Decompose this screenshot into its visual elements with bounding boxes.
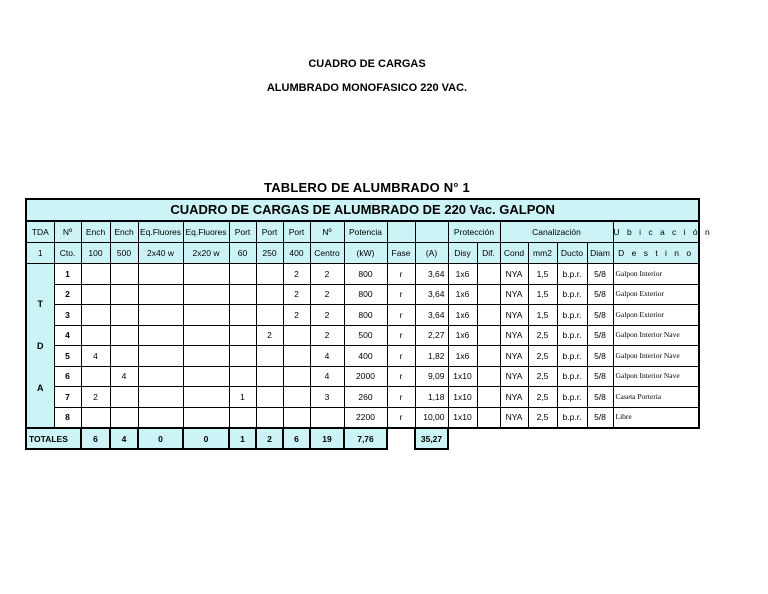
cell-p250	[256, 387, 283, 408]
header-port-400: 400	[283, 243, 310, 264]
cell-amp: 1,82	[415, 346, 448, 367]
cell-mm2: 2,5	[528, 325, 557, 346]
cell-fase: r	[387, 284, 415, 305]
header-ducto: Ducto	[557, 243, 587, 264]
cell-p60	[229, 264, 256, 285]
cell-disy: 1x10	[448, 387, 477, 408]
header-a-blank	[415, 221, 448, 243]
total-centro: 19	[310, 428, 344, 449]
total-p400: 6	[283, 428, 310, 449]
header-port-250: 250	[256, 243, 283, 264]
cell-dif	[477, 407, 500, 428]
cell-pot: 2200	[344, 407, 387, 428]
total-p250: 2	[256, 428, 283, 449]
cell-dif	[477, 387, 500, 408]
cell-e100	[81, 264, 110, 285]
cell-pot: 260	[344, 387, 387, 408]
cell-e500: 4	[110, 366, 138, 387]
document-title: CUADRO DE CARGAS	[308, 58, 426, 70]
cell-ducto: b.p.r.	[557, 325, 587, 346]
header-enc-500: 500	[110, 243, 138, 264]
cell-p400: 2	[283, 264, 310, 285]
cell-disy: 1x6	[448, 325, 477, 346]
cell-p400: 2	[283, 305, 310, 326]
cell-pot: 500	[344, 325, 387, 346]
cell-f20	[183, 284, 229, 305]
cell-p400	[283, 325, 310, 346]
header-row-2	[26, 243, 717, 264]
cell-e500	[110, 407, 138, 428]
cell-f20	[183, 264, 229, 285]
cell-fase: r	[387, 387, 415, 408]
cell-destino: Galpon Interior Nave	[613, 325, 699, 346]
cell-f40	[138, 325, 183, 346]
cell-ducto: b.p.r.	[557, 407, 587, 428]
cell-e100	[81, 325, 110, 346]
header-cto: Cto.	[54, 243, 81, 264]
cell-fase: r	[387, 407, 415, 428]
cell-fase: r	[387, 325, 415, 346]
cell-p60	[229, 366, 256, 387]
cell-pot: 2000	[344, 366, 387, 387]
cell-f40	[138, 264, 183, 285]
header-eq-2: Eq.Fluores	[183, 221, 229, 243]
cell-centro: 3	[310, 387, 344, 408]
cell-cond: NYA	[500, 325, 528, 346]
header-port-60: 60	[229, 243, 256, 264]
cell-e100: 4	[81, 346, 110, 367]
total-e500: 4	[110, 428, 138, 449]
cell-e500	[110, 346, 138, 367]
cell-dif	[477, 305, 500, 326]
header-port-2: Port	[256, 221, 283, 243]
cell-disy: 1x6	[448, 264, 477, 285]
cell-cto: 8	[54, 407, 81, 428]
cell-e500	[110, 305, 138, 326]
cell-destino: Libre	[613, 407, 699, 428]
cell-e100	[81, 407, 110, 428]
header-mm2: mm2	[528, 243, 557, 264]
cell-e100: 2	[81, 387, 110, 408]
document-subtitle: ALUMBRADO MONOFASICO 220 VAC.	[266, 82, 468, 94]
cell-f40	[138, 305, 183, 326]
cell-f40	[138, 284, 183, 305]
cell-cto: 2	[54, 284, 81, 305]
cell-diam: 5/8	[587, 387, 613, 408]
cell-disy: 1x6	[448, 346, 477, 367]
cell-cond: NYA	[500, 284, 528, 305]
cell-destino: Caseta Porteria	[613, 387, 699, 408]
header-port-3: Port	[283, 221, 310, 243]
cell-f20	[183, 387, 229, 408]
header-tda: TDA	[26, 221, 54, 243]
cell-mm2: 2,5	[528, 346, 557, 367]
header-fase: Fase	[387, 243, 415, 264]
cell-cto: 3	[54, 305, 81, 326]
cell-mm2: 1,5	[528, 264, 557, 285]
cell-p250	[256, 366, 283, 387]
cell-e500	[110, 264, 138, 285]
cell-centro: 2	[310, 264, 344, 285]
cell-ducto: b.p.r.	[557, 305, 587, 326]
cell-ducto: b.p.r.	[557, 284, 587, 305]
header-tda-number: 1	[26, 243, 54, 264]
cell-disy: 1x6	[448, 305, 477, 326]
tda-letter: D	[37, 340, 44, 351]
cell-f20	[183, 305, 229, 326]
header-enc-2: Ench	[110, 221, 138, 243]
header-kw: (kW)	[344, 243, 387, 264]
cell-cto: 4	[54, 325, 81, 346]
table-row	[26, 264, 717, 285]
cell-p400	[283, 387, 310, 408]
cell-cond: NYA	[500, 305, 528, 326]
cell-p60	[229, 305, 256, 326]
cell-p60	[229, 325, 256, 346]
header-eq-2x20: 2x20 w	[183, 243, 229, 264]
cell-ducto: b.p.r.	[557, 366, 587, 387]
cell-diam: 5/8	[587, 305, 613, 326]
cell-amp: 3,64	[415, 284, 448, 305]
header-cond: Cond	[500, 243, 528, 264]
cell-cond: NYA	[500, 346, 528, 367]
cell-f40	[138, 387, 183, 408]
cell-centro: 2	[310, 325, 344, 346]
header-diam: Diam	[587, 243, 613, 264]
cell-cond: NYA	[500, 366, 528, 387]
cell-fase: r	[387, 305, 415, 326]
total-f40: 0	[138, 428, 183, 449]
header-n: Nº	[310, 221, 344, 243]
cell-p60: 1	[229, 387, 256, 408]
cell-mm2: 1,5	[528, 284, 557, 305]
table-row	[26, 325, 717, 346]
header-proteccion: Protección	[448, 221, 500, 243]
tda-letter: T	[37, 298, 43, 309]
cell-ducto: b.p.r.	[557, 387, 587, 408]
header-enc-100: 100	[81, 243, 110, 264]
cell-disy: 1x6	[448, 284, 477, 305]
totals-gap	[387, 428, 415, 449]
cell-pot: 800	[344, 284, 387, 305]
cell-e100	[81, 284, 110, 305]
cell-pot: 800	[344, 264, 387, 285]
cell-pot: 400	[344, 346, 387, 367]
cell-f20	[183, 325, 229, 346]
cell-e500	[110, 284, 138, 305]
cell-dif	[477, 264, 500, 285]
cell-p250	[256, 305, 283, 326]
cell-centro: 4	[310, 366, 344, 387]
cell-p400	[283, 407, 310, 428]
cell-p250	[256, 346, 283, 367]
cell-p400: 2	[283, 284, 310, 305]
cell-diam: 5/8	[587, 325, 613, 346]
cell-fase: r	[387, 366, 415, 387]
cell-diam: 5/8	[587, 264, 613, 285]
cell-f20	[183, 346, 229, 367]
cell-e500	[110, 387, 138, 408]
cell-mm2: 2,5	[528, 407, 557, 428]
cell-f40	[138, 346, 183, 367]
cell-cto: 5	[54, 346, 81, 367]
cell-diam: 5/8	[587, 284, 613, 305]
header-dif: Dif.	[477, 243, 500, 264]
cell-f20	[183, 407, 229, 428]
cell-dif	[477, 346, 500, 367]
cell-cond: NYA	[500, 407, 528, 428]
cell-dif	[477, 325, 500, 346]
table-row	[26, 305, 717, 326]
total-amp: 35,27	[415, 428, 448, 449]
header-ubicacion: U b i c a c i ó n	[613, 221, 699, 243]
cell-amp: 2,27	[415, 325, 448, 346]
cell-mm2: 2,5	[528, 366, 557, 387]
cell-cto: 1	[54, 264, 81, 285]
cell-p60	[229, 284, 256, 305]
cell-amp: 3,64	[415, 264, 448, 285]
cell-f40	[138, 407, 183, 428]
cell-amp: 10,00	[415, 407, 448, 428]
cell-centro	[310, 407, 344, 428]
cell-cond: NYA	[500, 264, 528, 285]
header-canalizacion: Canalización	[500, 221, 613, 243]
header-fase-blank	[387, 221, 415, 243]
cell-ducto: b.p.r.	[557, 346, 587, 367]
cell-e500	[110, 325, 138, 346]
cell-destino: Galpon Interior	[613, 264, 699, 285]
total-p60: 1	[229, 428, 256, 449]
total-pot: 7,76	[344, 428, 387, 449]
cell-amp: 9,09	[415, 366, 448, 387]
table-banner: CUADRO DE CARGAS DE ALUMBRADO DE 220 Vac. GALPON	[26, 199, 699, 221]
cell-fase: r	[387, 346, 415, 367]
header-eq-2x40: 2x40 w	[138, 243, 183, 264]
cell-cond: NYA	[500, 387, 528, 408]
cell-destino: Galpon Exterior	[613, 305, 699, 326]
table-row	[26, 407, 717, 428]
cell-mm2: 2,5	[528, 387, 557, 408]
cell-diam: 5/8	[587, 366, 613, 387]
cell-centro: 2	[310, 305, 344, 326]
cell-fase: r	[387, 264, 415, 285]
cell-cto: 6	[54, 366, 81, 387]
total-f20: 0	[183, 428, 229, 449]
cell-mm2: 1,5	[528, 305, 557, 326]
cell-dif	[477, 284, 500, 305]
tda-letter: A	[37, 382, 44, 393]
cell-centro: 2	[310, 284, 344, 305]
table-row	[26, 366, 717, 387]
cell-centro: 4	[310, 346, 344, 367]
cell-p60	[229, 407, 256, 428]
load-table	[25, 198, 717, 450]
cell-disy: 1x10	[448, 407, 477, 428]
cell-p250	[256, 264, 283, 285]
cell-e100	[81, 366, 110, 387]
table-banner-row	[26, 199, 717, 221]
cell-disy: 1x10	[448, 366, 477, 387]
cell-p400	[283, 366, 310, 387]
header-centro: Centro	[310, 243, 344, 264]
cell-e100	[81, 305, 110, 326]
board-title: TABLERO DE ALUMBRADO N° 1	[264, 180, 470, 195]
cell-destino: Galpon Interior Nave	[613, 346, 699, 367]
header-destino: D e s t i n o	[613, 243, 699, 264]
totals-blank	[448, 428, 717, 449]
cell-p250	[256, 284, 283, 305]
table-row	[26, 346, 717, 367]
header-port-1: Port	[229, 221, 256, 243]
cell-destino: Galpon Interior Nave	[613, 366, 699, 387]
header-disy: Disy	[448, 243, 477, 264]
table-row	[26, 387, 717, 408]
header-no: Nº	[54, 221, 81, 243]
total-e100: 6	[81, 428, 110, 449]
cell-ducto: b.p.r.	[557, 264, 587, 285]
cell-p60	[229, 346, 256, 367]
cell-f20	[183, 366, 229, 387]
cell-p400	[283, 346, 310, 367]
header-potencia: Potencia	[344, 221, 387, 243]
header-eq-1: Eq.Fluores	[138, 221, 183, 243]
cell-diam: 5/8	[587, 346, 613, 367]
cell-cto: 7	[54, 387, 81, 408]
cell-amp: 3,64	[415, 305, 448, 326]
cell-amp: 1,18	[415, 387, 448, 408]
header-enc-1: Ench	[81, 221, 110, 243]
totals-row	[26, 428, 717, 449]
header-amp: (A)	[415, 243, 448, 264]
cell-destino: Galpon Exterior	[613, 284, 699, 305]
cell-diam: 5/8	[587, 407, 613, 428]
cell-f40	[138, 366, 183, 387]
header-row-1	[26, 221, 717, 243]
totals-label: TOTALES	[26, 428, 81, 449]
cell-dif	[477, 366, 500, 387]
cell-p250	[256, 407, 283, 428]
cell-pot: 800	[344, 305, 387, 326]
table-row	[26, 284, 717, 305]
tda-letters-cell	[26, 264, 54, 429]
cell-p250: 2	[256, 325, 283, 346]
